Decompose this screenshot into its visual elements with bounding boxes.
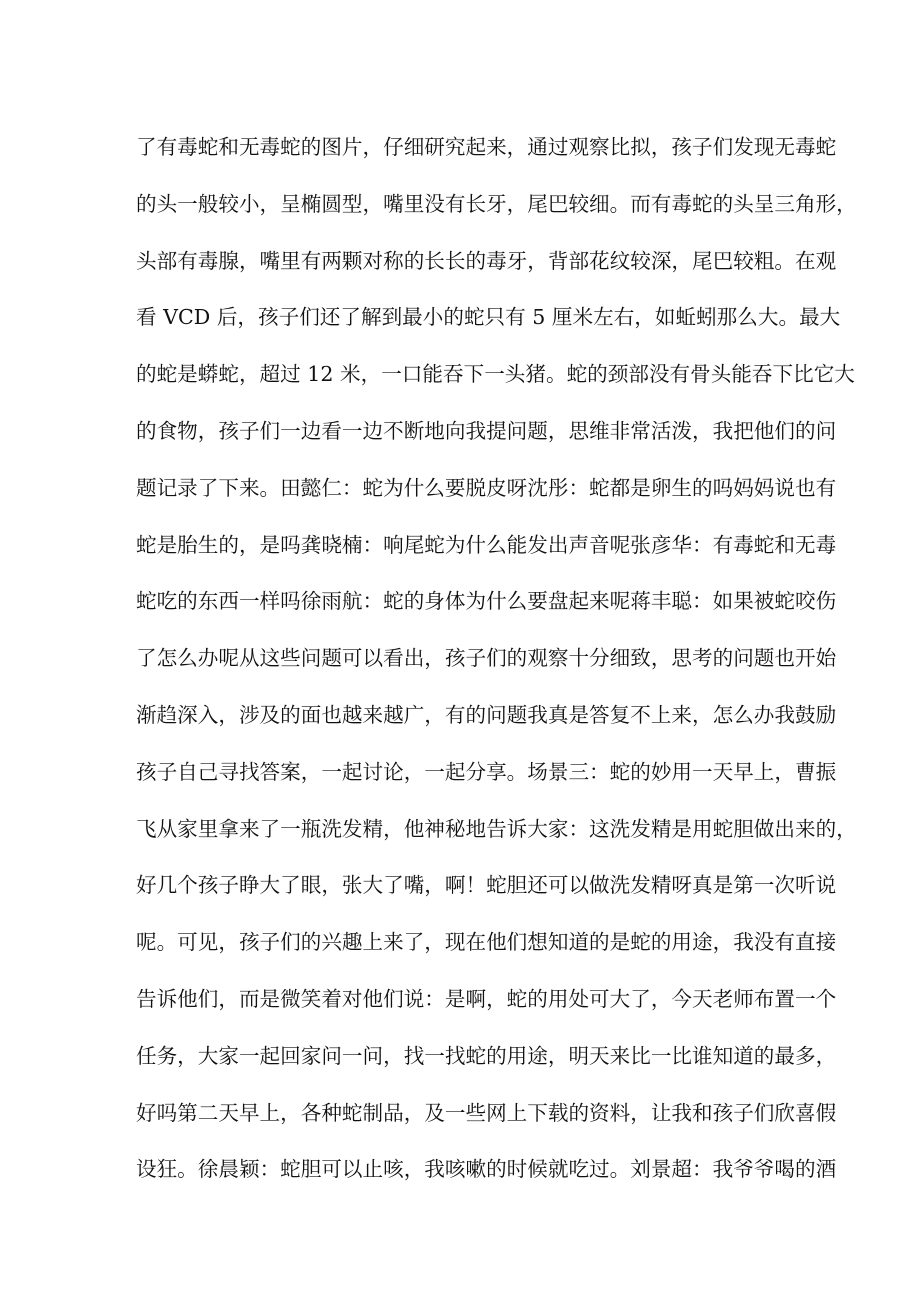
text-line-2: 的头一般较小，呈椭圆型，嘴里没有长牙，尾巴较细。而有毒蛇的头呈三角形， [136, 191, 857, 216]
text-line-5: 的蛇是蟒蛇，超过 12 米，一口能吞下一头猪。蛇的颈部没有骨头能吞下比它大 [136, 362, 855, 387]
text-line-1: 了有毒蛇和无毒蛇的图片，仔细研究起来，通过观察比拟，孩子们发现无毒蛇 [136, 135, 837, 159]
text-line-8: 蛇是胎生的，是吗龚晓楠：响尾蛇为什么能发出声音呢张彦华：有毒蛇和无毒 [136, 532, 837, 557]
text-line-9: 蛇吃的东西一样吗徐雨航：蛇的身体为什么要盘起来呢蒋丰聪：如果被蛇咬伤 [136, 589, 837, 614]
text-line-7: 题记录了下来。田懿仁：蛇为什么要脱皮呀沈彤：蛇都是卵生的吗妈妈说也有 [136, 475, 837, 500]
text-line-12: 孩子自己寻找答案，一起讨论，一起分享。场景三：蛇的妙用一天早上，曹振 [136, 759, 837, 784]
text-line-13: 飞从家里拿来了一瓶洗发精，他神秘地告诉大家：这洗发精是用蛇胆做出来的， [136, 816, 857, 841]
text-line-19: 设狂。徐晨颖：蛇胆可以止咳，我咳嗽的时候就吃过。刘景超：我爷爷喝的酒 [136, 1157, 837, 1182]
text-line-4: 看 VCD 后，孩子们还了解到最小的蛇只有 5 厘米左右，如蚯蚓那么大。最大 [136, 305, 841, 330]
text-line-6: 的食物，孩子们一边看一边不断地向我提问题，思维非常活泼，我把他们的问 [136, 418, 837, 443]
body-text [136, 119, 857, 1198]
text-line-10: 了怎么办呢从这些问题可以看出，孩子们的观察十分细致，思考的问题也开始 [136, 646, 837, 671]
text-line-3: 头部有毒腺，嘴里有两颗对称的长长的毒牙，背部花纹较深，尾巴较粗。在观 [136, 248, 837, 273]
text-line-14: 好几个孩子睁大了眼，张大了嘴，啊！蛇胆还可以做洗发精呀真是第一次听说 [136, 873, 837, 898]
text-line-11: 渐趋深入，涉及的面也越来越广，有的问题我真是答复不上来，怎么办我鼓励 [136, 702, 837, 727]
text-line-16: 告诉他们，而是微笑着对他们说：是啊，蛇的用处可大了，今天老师布置一个 [136, 986, 837, 1011]
text-line-18: 好吗第二天早上，各种蛇制品，及一些网上下载的资料，让我和孩子们欣喜假 [136, 1100, 837, 1125]
text-line-17: 任务，大家一起回家问一问，找一找蛇的用途，明天来比一比谁知道的最多， [136, 1043, 837, 1068]
text-line-15: 呢。可见，孩子们的兴趣上来了，现在他们想知道的是蛇的用途，我没有直接 [136, 930, 837, 955]
